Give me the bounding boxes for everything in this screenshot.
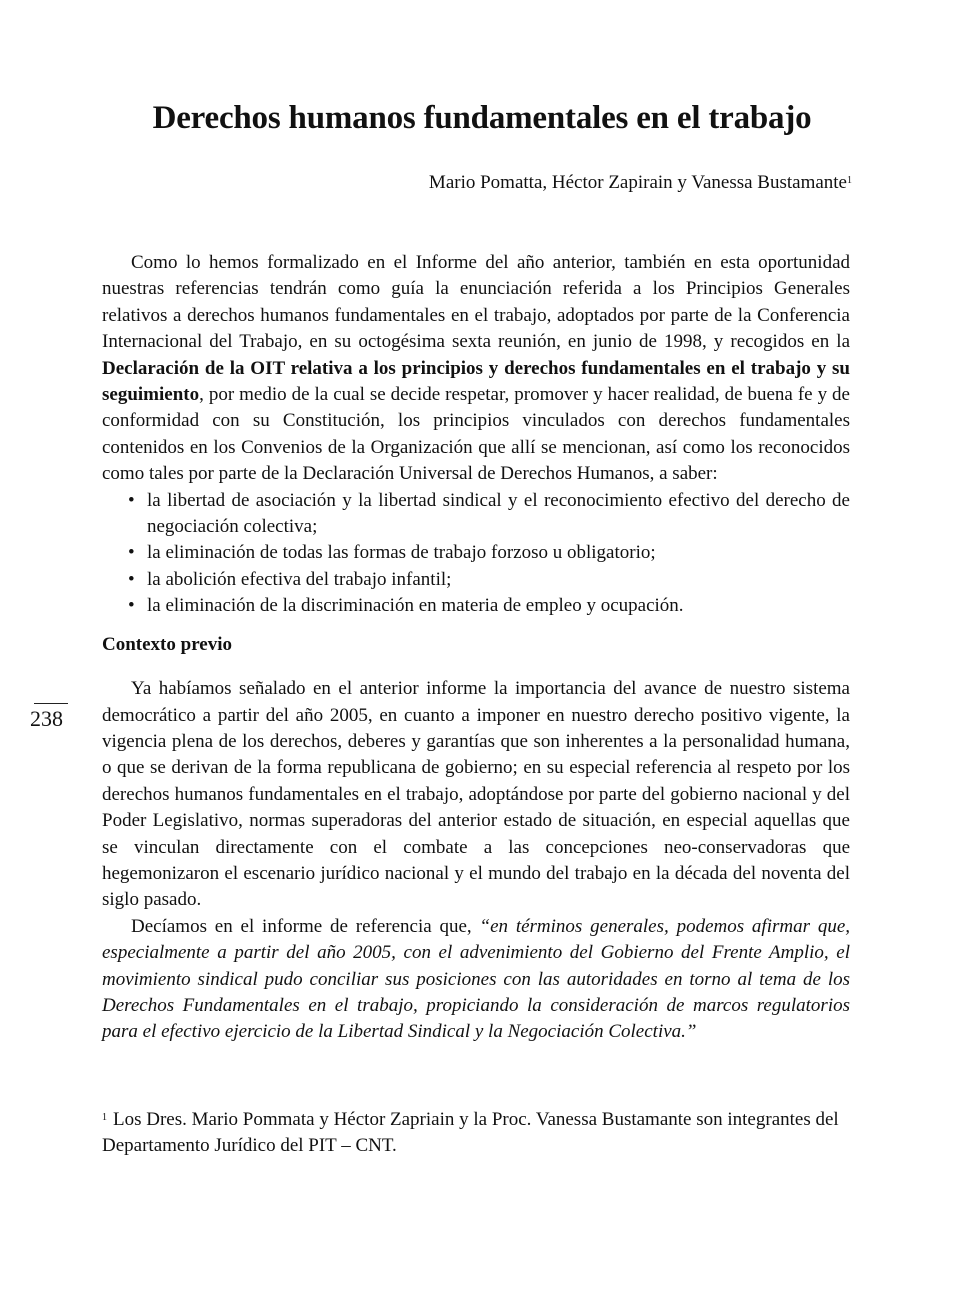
page-number: 238 xyxy=(30,706,63,731)
intro-paragraph xyxy=(102,250,850,488)
list-item xyxy=(102,488,850,541)
article-body xyxy=(102,250,850,1046)
list-item xyxy=(102,567,850,593)
section-heading: Contexto previo xyxy=(102,633,232,655)
quoted-text: “en términos generales, podemos afirmar que, especialmente a partir del año 2005, con el advenimiento del Gobierno del Frente Amplio, el movimiento sindical pudo conciliar sus posiciones con las autoridades en torno al tema de los Derechos Fundamentales en el trabajo, propiciando la consideración de marcos regulatorios para el efectivo ejercicio de la Libertad Sindical y la Negociación Colectiva.” xyxy=(102,915,850,1043)
quote-paragraph xyxy=(102,914,850,1046)
footnote-mark: 1 xyxy=(102,1112,107,1123)
list-item xyxy=(102,593,850,619)
author-footnote-ref[interactable]: 1 xyxy=(847,175,852,186)
context-paragraph: Ya habíamos señalado en el anterior informe la importancia del avance de nuestro sistema democrático a partir del año 2005, en cuanto a imponer en nuestro derecho positivo vigente, la vigencia plena de los derechos, deberes y garantías que son inherentes a la personalidad humana, o que se derivan de la forma republicana de gobierno; en su especial referencia al respeto por los derechos humanos fundamentales en el trabajo, adoptándose por parte del gobierno nacional y del Poder Legislativo, normas superadoras del anterior estado de situación, en especial aquellas que se vinculan directamente con el combate a las concepciones neo-conservadoras que hegemonizaron el escenario jurídico nacional y el mundo del trabajo en la década del noventa del siglo pasado. xyxy=(102,678,850,911)
intro-text-2: , por medio de la cual se decide respetar, promover y hacer realidad, de buena fe y de conformidad con su Constitución, los principios vinculados con derechos fundamentales contenidos en los Convenios de la Organización que allí se mencionan, así como los reconocidos como tales por parte de la Declaración Universal de Derechos Humanos, a saber: xyxy=(102,384,850,485)
list-item-text: la abolición efectiva del trabajo infantil; xyxy=(147,568,452,590)
list-item xyxy=(102,540,850,566)
list-item-text: la libertad de asociación y la libertad sindical y el reconocimiento efectivo del derecho de negociación colectiva; xyxy=(147,489,850,538)
author-line xyxy=(429,171,852,195)
list-item-text: la eliminación de la discriminación en materia de empleo y ocupación. xyxy=(147,595,684,617)
intro-text-1: Como lo hemos formalizado en el Informe del año anterior, también en esta oportunidad nuestras referencias tendrán como guía la enunciación referida a los Principios Generales relativos a derechos humanos fundamentales en el trabajo, adoptados por parte de la Conferencia Internacional del Trabajo, en su octogésima sexta reunión, en junio de 1998, y recogidos en la xyxy=(102,252,850,353)
page-number-rule xyxy=(34,703,68,704)
quote-lead: Decíamos en el informe de referencia que, xyxy=(131,915,480,937)
list-item-text: la eliminación de todas las formas de trabajo forzoso u obligatorio; xyxy=(147,542,656,564)
bullet-marker: • xyxy=(128,542,135,564)
bullet-marker: • xyxy=(128,595,135,617)
bullet-marker: • xyxy=(128,489,135,511)
page-title: Derechos humanos fundamentales en el trabajo xyxy=(152,100,812,136)
footnote xyxy=(102,1107,842,1160)
principles-list xyxy=(102,488,850,620)
bullet-marker: • xyxy=(128,568,135,590)
authors-names: Mario Pomatta, Héctor Zapirain y Vanessa Bustamante xyxy=(428,172,847,193)
footnote-text: Los Dres. Mario Pommata y Héctor Zapriain y la Proc. Vanessa Bustamante son integrantes del Departamento Jurídico del PIT – CNT. xyxy=(102,1109,839,1157)
declaration-name: Declaración de la OIT relativa a los principios y derechos fundamentales en el trabajo y su seguimiento xyxy=(102,357,850,406)
